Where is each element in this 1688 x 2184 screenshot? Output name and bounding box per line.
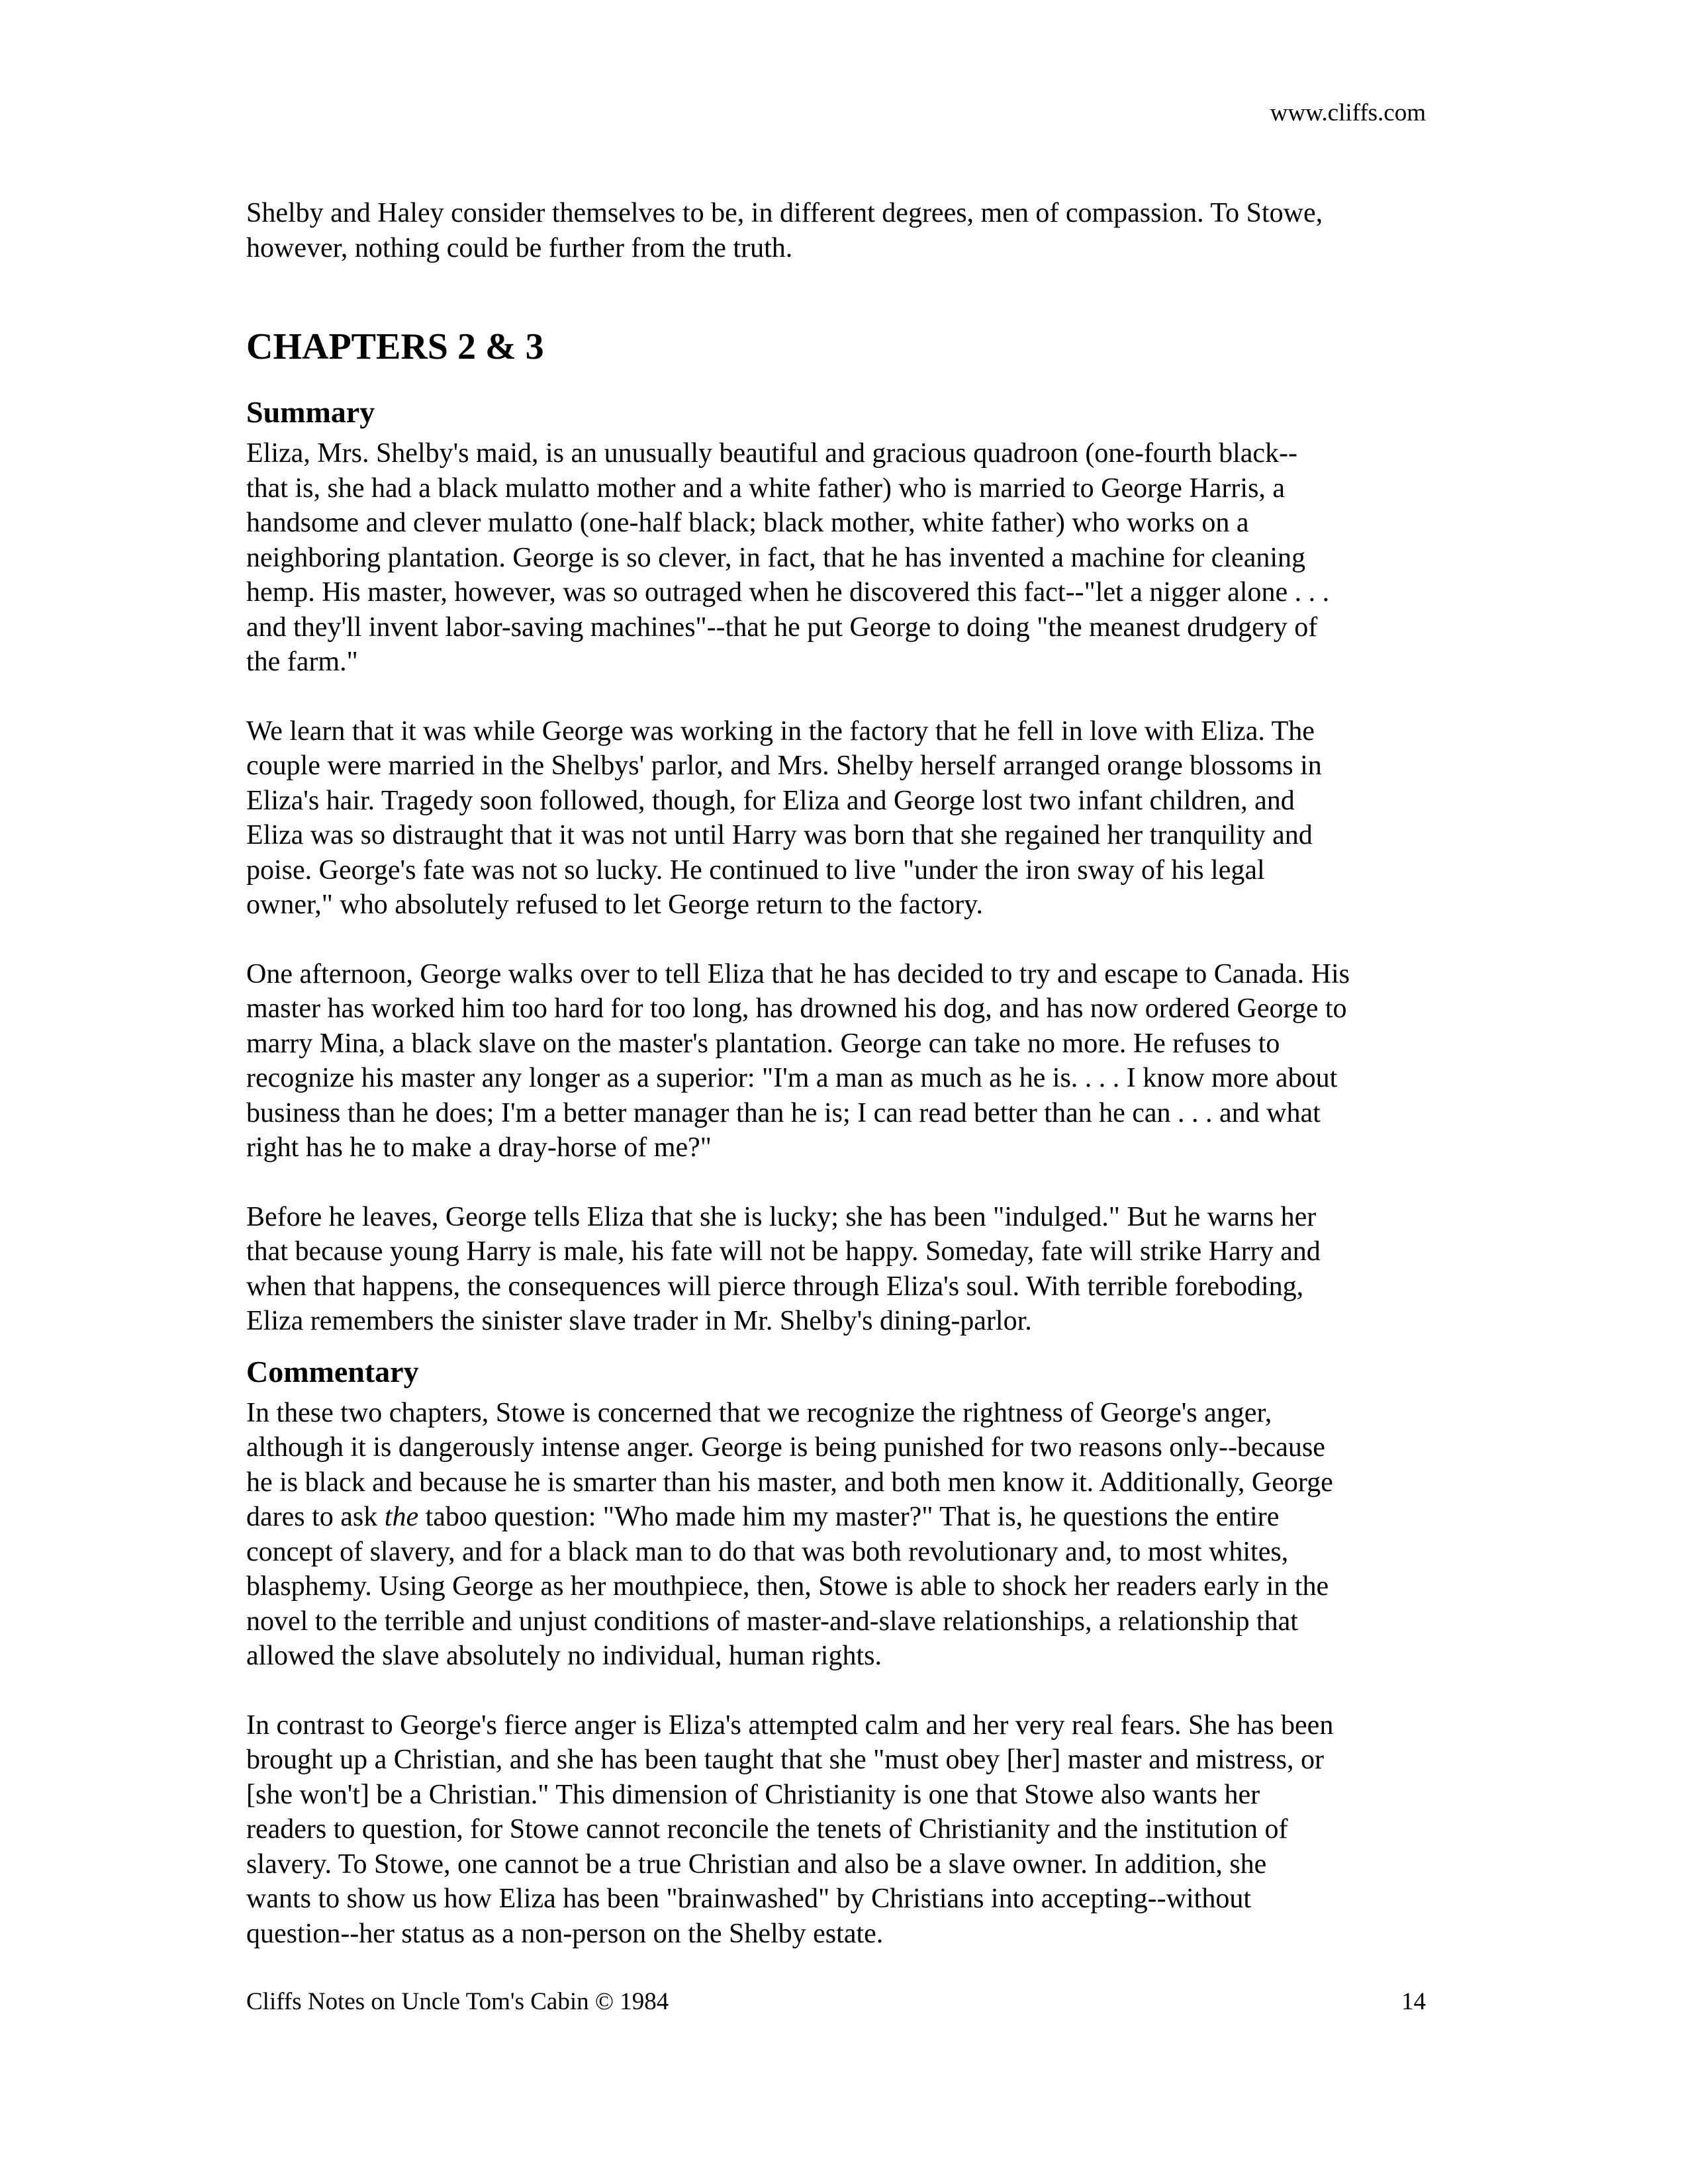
summary-paragraph: One afternoon, George walks over to tell Eliza that he has decided to try and escape to Canada. His master has worked him too hard for too long, has drowned his dog, and has now ordered George to marry Mina, a black slave on the master's plantation. George can take no more. He refuses to recognize his master any longer as a superior: "I'm a man as much as he is. . . . I know more about business than he does; I'm a better manager than he is; I can read better than he can . . . and what right has he to make a dray-horse of me?" xyxy=(246,958,1350,1163)
page-body xyxy=(246,196,1442,1951)
footer-source: Cliffs Notes on Uncle Tom's Cabin © 1984 xyxy=(246,1988,669,2015)
chapter-title: CHAPTERS 2 & 3 xyxy=(246,326,544,367)
commentary-paragraph: In contrast to George's fierce anger is Eliza's attempted calm and her very real fears. She has been brought up a Christian, and she has been taught that she "must obey [her] master and mistress, or [she won't] be a Christian." This dimension of Christianity is one that Stowe also wants her readers to question, for Stowe cannot reconcile the tenets of Christianity and the institution of slavery. To Stowe, one cannot be a true Christian and also be a slave owner. In addition, she wants to show us how Eliza has been "brainwashed" by Christians into accepting--without question--her status as a non-person on the Shelby estate. xyxy=(246,1709,1334,1949)
summary-paragraph: Eliza, Mrs. Shelby's maid, is an unusually beautiful and gracious quadroon (one-fourth black-- that is, she had a black mulatto mother and a white father) who is married to George Harris, a handsome and clever mulatto (one-half black; black mother, white father) who works on a neighboring plantation. George is so clever, in fact, that he has invented a machine for cleaning hemp. His master, however, was so outraged when he discovered this fact--"let a nigger alone . . . and they'll invent labor-saving machines"--that he put George to doing "the meanest drudgery of the farm." xyxy=(246,438,1330,677)
header-url: www.cliffs.com xyxy=(1270,99,1426,126)
page-footer xyxy=(246,1987,1426,2017)
commentary-heading: Commentary xyxy=(246,1354,419,1388)
commentary-text: taboo question: "Who made him my master?" That is, he questions the entire concept of slavery, and for a black man to do that was both revolutionary and, to most whites, blasphemy. Using George as her mouthpiece, then, Stowe is able to shock her readers early in the novel to the terrible and unjust conditions of master-and-slave relationships, a relationship that allowed the slave absolutely no individual, human rights. xyxy=(246,1502,1329,1671)
summary-heading: Summary xyxy=(246,395,375,429)
commentary-paragraph xyxy=(246,1396,1442,1674)
commentary-text: In these two chapters, Stowe is concerned that we recognize the rightness of George's anger, although it is dangerously intense anger. George is being punished for two reasons only--because he is black and because he is smarter than his master, and both men know it. Additionally, George dares to ask xyxy=(246,1397,1333,1532)
summary-paragraph: Before he leaves, George tells Eliza that she is lucky; she has been "indulged." But he warns her that because young Harry is male, his fate will not be happy. Someday, fate will strike Harry and when that happens, the consequences will pierce through Eliza's soul. With terrible foreboding, Eliza remembers the sinister slave trader in Mr. Shelby's dining-parlor. xyxy=(246,1201,1321,1336)
summary-paragraph: We learn that it was while George was working in the factory that he fell in love with Eliza. The couple were married in the Shelbys' parlor, and Mrs. Shelby herself arranged orange blossoms in Eliza's hair. Tragedy soon followed, though, for Eliza and George lost two infant children, and Eliza was so distraught that it was not until Harry was born that she regained her tranquility and poise. George's fate was not so lucky. He continued to live "under the iron sway of his legal owner," who absolutely refused to let George return to the factory. xyxy=(246,715,1322,920)
commentary-emphasis: the xyxy=(384,1502,419,1532)
page-number: 14 xyxy=(1401,1988,1426,2015)
intro-paragraph: Shelby and Haley consider themselves to be, in different degrees, men of compassion. To Stowe, however, nothing could be further from the truth. xyxy=(246,198,1323,263)
